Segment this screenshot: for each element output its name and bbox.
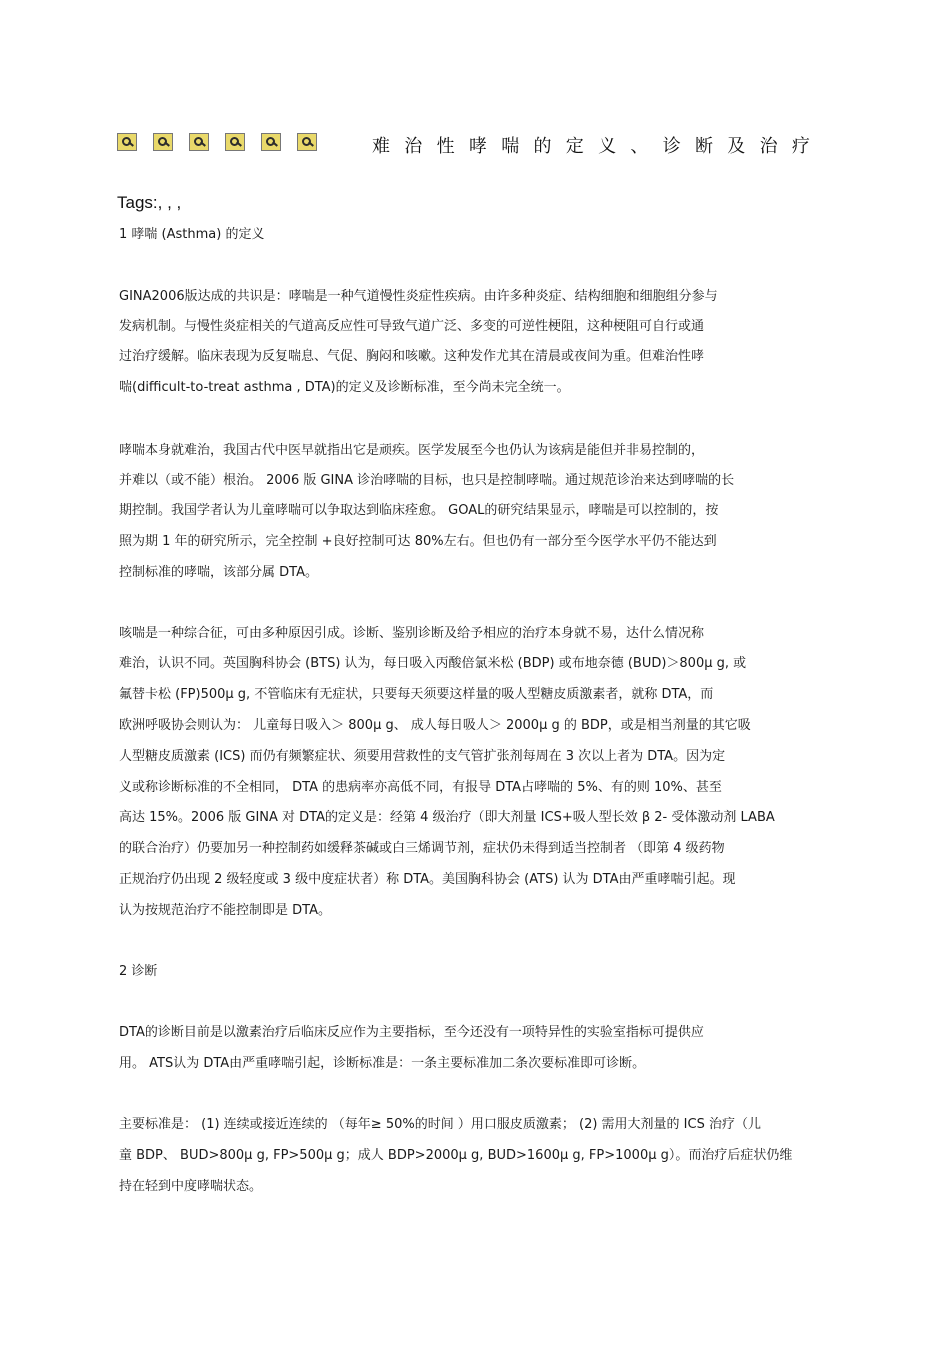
paragraph-line: 发病机制。与慢性炎症相关的气道高反应性可导致气道广泛、多变的可逆性梗阻，这种梗阻可自行或通 [119, 319, 705, 334]
document-icon [297, 133, 317, 151]
paragraph-line: 高达 15%。2006 版 GINA 对 DTA的定义是：经第 4 级治疗（即大剂量 ICS+吸人型长效 β 2- 受体激动剂 LABA [119, 810, 775, 825]
document-icon [261, 133, 281, 151]
paragraph-line: DTA的诊断目前是以激素治疗后临床反应作为主要指标，至今还没有一项特异性的实验室指标可提供应 [119, 1025, 704, 1040]
paragraph-line: GINA2006版达成的共识是：哮喘是一种气道慢性炎症性疾病。由许多种炎症、结构细胞和细胞组分参与 [119, 289, 718, 304]
paragraph-line: 喘(difficult-to-treat asthma , DTA)的定义及诊断标准，至今尚未完全统一。 [119, 380, 570, 395]
paragraph-line: 义或称诊断标准的不全相同， DTA 的患病率亦高低不同，有报导 DTA占哮喘的 5%、有的则 10%、甚至 [119, 780, 722, 795]
paragraph-line: 人型糖皮质激素 (ICS) 而仍有频繁症状、须要用营救性的支气管扩张剂每周在 3 次以上者为 DTA。因为定 [119, 749, 726, 764]
paragraph-line: 的联合治疗）仍要加另一种控制药如缓释茶碱或白三烯调节剂，症状仍未得到适当控制者 （即第 4 级药物 [119, 841, 725, 856]
paragraph-line: 欧洲呼吸协会则认为： 儿童每日吸入＞ 800μ g、 成人每日吸人＞ 2000μ g 的 BDP，或是相当剂量的其它吸 [119, 718, 751, 733]
paragraph-line: 期控制。我国学者认为儿童哮喘可以争取达到临床痊愈。 GOAL的研究结果显示，哮喘是可以控制的，按 [119, 503, 719, 518]
document-icon [225, 133, 245, 151]
paragraph-line: 难治，认识不同。英国胸科协会 (BTS) 认为，每日吸入丙酸倍氯米松 (BDP) 或布地奈德 (BUD)＞800μ g, 或 [119, 656, 747, 671]
document-icon [117, 133, 137, 151]
icon-row [117, 133, 317, 153]
tags-line: Tags:, , , [117, 193, 182, 212]
paragraph-line: 过治疗缓解。临床表现为反复喘息、气促、胸闷和咳嗽。这种发作尤其在清晨或夜间为重。但难治性哮 [119, 349, 705, 364]
paragraph-line: 持在轻到中度哮喘状态。 [119, 1179, 263, 1194]
paragraph-line: 并难以（或不能）根治。 2006 版 GINA 诊治哮喘的目标，也只是控制哮喘。通过规范诊治来达到哮喘的长 [119, 473, 735, 488]
paragraph-line: 哮喘本身就难治，我国古代中医早就指出它是顽疾。医学发展至今也仍认为该病是能但并非易控制的， [119, 443, 705, 458]
paragraph-line: 童 BDP、 BUD>800μ g, FP>500μ g；成人 BDP>2000μ g, BUD>1600μ g, FP>1000μ g）。而治疗后症状仍维 [119, 1148, 793, 1163]
paragraph-line: 氟替卡松 (FP)500μ g, 不管临床有无症状，只要每天须要这样量的吸人型糖皮质激素者，就称 DTA，而 [119, 687, 714, 702]
paragraph-line: 咳喘是一种综合征，可由多种原因引成。诊断、鉴别诊断及给予相应的治疗本身就不易，达什么情况称 [119, 626, 705, 641]
paragraph-line: 认为按规范治疗不能控制即是 DTA。 [119, 903, 331, 918]
paragraph-line: 主要标准是： (1) 连续或接近连续的 （每年≥ 50%的时间 ）用口服皮质激素； (2) 需用大剂量的 ICS 治疗（儿 [119, 1117, 761, 1132]
section-heading: 1 哮喘 (Asthma) 的定义 [119, 227, 265, 242]
page-title: 难治性哮喘的定义、诊断及治疗 [372, 136, 825, 157]
section-heading: 2 诊断 [119, 964, 158, 979]
paragraph-line: 照为期 1 年的研究所示，完全控制 +良好控制可达 80%左右。但也仍有一部分至今医学水平仍不能达到 [119, 534, 717, 549]
paragraph-line: 控制标准的哮喘，该部分属 DTA。 [119, 565, 318, 580]
paragraph-line: 用。 ATS认为 DTA由严重哮喘引起，诊断标准是：一条主要标准加二条次要标准即可诊断。 [119, 1056, 646, 1071]
paragraph-line: 正规治疗仍出现 2 级轻度或 3 级中度症状者）称 DTA。美国胸科协会 (ATS) 认为 DTA由严重哮喘引起。现 [119, 872, 736, 887]
document-icon [189, 133, 209, 151]
document-icon [153, 133, 173, 151]
